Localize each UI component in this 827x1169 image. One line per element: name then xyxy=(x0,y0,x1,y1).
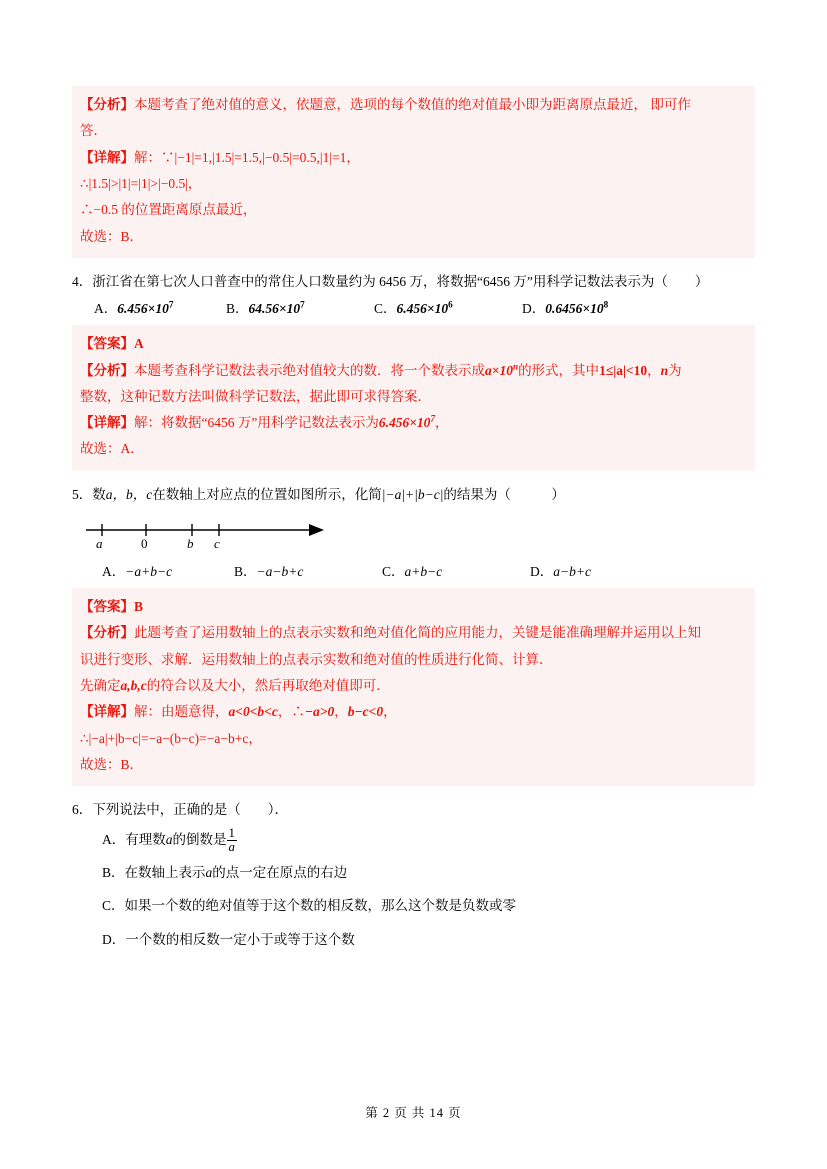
q5-answer-row xyxy=(80,594,747,620)
q4-answer-line: 故选：A． xyxy=(80,441,144,457)
analysis-label: 【分析】 xyxy=(80,625,134,641)
detail-label: 【详解】 xyxy=(80,149,134,165)
question-5-variables: a，b，c xyxy=(105,486,153,502)
option-b-exponent: 7 xyxy=(300,299,305,310)
number-line-label-b: b xyxy=(187,535,194,551)
option-a-fraction xyxy=(227,827,237,855)
q5-detail-line-1 xyxy=(80,699,747,725)
option-c-key: C． xyxy=(102,898,125,914)
analysis-label: 【分析】 xyxy=(80,97,134,112)
detail-text: 解：∵|−1|=1,|1.5|=1.5,|−0.5|=0.5,|1|=1， xyxy=(134,149,360,165)
q3-answer-line: 故选：B． xyxy=(80,228,144,244)
option-d-text: 一个数的相反数一定小于或等于这个数 xyxy=(125,931,355,947)
question-5-expression: |−a|+|b−c| xyxy=(381,486,444,502)
q5-answer-line: 故选：B． xyxy=(80,757,144,772)
option-b-mid: 的点一定在原点的右边 xyxy=(212,865,348,881)
option-d-key: D． xyxy=(102,931,126,947)
option-d-value: a−b+c xyxy=(553,563,591,579)
analysis-line3-pre: 先确定 xyxy=(80,678,121,694)
option-a-value: 6.456×10 xyxy=(117,300,169,316)
question-6-stem xyxy=(72,796,755,823)
question-6-text: 下列说法中，正确的是（ ）． xyxy=(92,802,288,818)
q3-analysis-line-2: 答． xyxy=(80,123,107,139)
analysis-line3-post: 的符合以及大小，然后再取绝对值即可． xyxy=(146,678,390,694)
question-6-option-c[interactable] xyxy=(102,889,755,922)
q4-detail-line-1 xyxy=(80,410,747,436)
question-4-stem xyxy=(72,268,755,295)
detail-expr-2: −a>0 xyxy=(304,704,335,720)
q5-analysis-line-1 xyxy=(80,620,747,646)
question-3-solution-block xyxy=(72,86,755,258)
q5-analysis-line-2: 识进行变形、求解．运用数轴上的点表示实数和绝对值的性质进行化简、计算． xyxy=(80,651,553,667)
detail-label: 【详解】 xyxy=(80,415,134,431)
question-4-option-d[interactable] xyxy=(522,295,662,323)
answer-label: 【答案】 xyxy=(80,336,134,352)
option-b-value: 64.56×10 xyxy=(248,300,301,316)
detail-value: 6.456×10 xyxy=(378,415,431,431)
option-c-value: a+b−c xyxy=(404,563,443,579)
detail-text-mid-2: ， xyxy=(334,704,348,720)
detail-label: 【详解】 xyxy=(80,704,134,720)
page-footer: 第 2 页 共 14 页 xyxy=(365,1106,462,1120)
option-c-value: 6.456×10 xyxy=(396,300,449,316)
option-d-value: 0.6456×10 xyxy=(545,300,604,316)
q3-detail-line-3: ∴−0.5 的位置距离原点最近， xyxy=(80,202,257,218)
number-line-label-0: 0 xyxy=(141,535,148,551)
option-a-key: A． xyxy=(102,832,126,848)
question-4-options xyxy=(72,295,755,323)
option-c-exponent: 6 xyxy=(448,299,453,310)
analysis-text-pre: 本题考查科学记数法表示绝对值较大的数．将一个数表示成 xyxy=(134,362,485,378)
q3-detail-line-1 xyxy=(80,145,747,171)
option-a-var: a xyxy=(165,832,173,848)
number-line-label-a: a xyxy=(96,535,103,551)
option-b-pre: 在数轴上表示 xyxy=(124,865,206,881)
question-4-option-c[interactable] xyxy=(374,295,522,323)
question-5-option-b[interactable] xyxy=(234,558,382,586)
option-d-exponent: 8 xyxy=(603,299,609,310)
detail-text-post: ， xyxy=(435,415,449,431)
detail-expr-1: a<0<b<c xyxy=(228,704,278,720)
question-5-text-mid: 在数轴上对应点的位置如图所示，化简 xyxy=(152,486,382,502)
q4-answer-row xyxy=(80,331,747,357)
option-a-value: −a+b−c xyxy=(125,563,173,579)
analysis-text-post: ， xyxy=(647,362,661,378)
question-5-options xyxy=(72,558,755,586)
q5-analysis-line-3 xyxy=(80,673,747,699)
analysis-condition: 1≤|a|<10 xyxy=(599,362,648,378)
detail-value-exponent: 7 xyxy=(430,413,436,424)
question-4-text: 浙江省在第七次人口普查中的常住人口数量约为 6456 万，将数据“6456 万”用科学记数法表示为（ ） xyxy=(92,273,709,289)
option-b-key: B． xyxy=(102,865,125,881)
analysis-line3-vars: a,b,c xyxy=(120,678,147,694)
fraction-denominator: a xyxy=(228,840,235,855)
analysis-var-n: n xyxy=(660,362,669,378)
answer-label: 【答案】 xyxy=(80,599,134,615)
analysis-formula-exponent: n xyxy=(512,361,519,372)
option-a-exponent: 7 xyxy=(168,299,174,310)
option-b-var: a xyxy=(205,865,213,881)
analysis-text-mid: 的形式，其中 xyxy=(518,362,600,378)
question-5-text-pre: 数 xyxy=(92,486,106,502)
question-6-number: 6． xyxy=(72,802,93,818)
fraction-numerator: 1 xyxy=(228,825,235,840)
option-b-key: B． xyxy=(234,563,257,579)
analysis-text: 此题考查了运用数轴上的点表示实数和绝对值化简的应用能力，关键是能准确理解并运用以上知 xyxy=(134,625,701,641)
question-5-number: 5． xyxy=(72,486,93,502)
q4-analysis-line-1 xyxy=(80,358,747,384)
option-c-key: C． xyxy=(374,300,397,316)
question-6-option-a[interactable] xyxy=(102,823,755,856)
question-5-text-post: 的结果为（ ） xyxy=(443,486,565,502)
question-4-solution-block xyxy=(72,325,755,471)
detail-expr-3: b−c<0 xyxy=(347,704,384,720)
option-c-key: C． xyxy=(382,563,405,579)
answer-value: A xyxy=(134,336,144,352)
detail-text-pre: 解：由题意得， xyxy=(134,704,229,720)
q5-detail-line-2: ∴|−a|+|b−c|=−a−(b−c)=−a−b+c， xyxy=(80,730,262,746)
option-a-mid: 的倒数是 xyxy=(172,832,227,848)
option-d-key: D． xyxy=(522,300,546,316)
question-4-number: 4． xyxy=(72,273,93,289)
answer-value: B xyxy=(134,599,144,615)
q3-detail-line-2: ∴|1.5|>|1|=|1|>|−0.5|， xyxy=(80,175,202,191)
axis-arrow xyxy=(309,524,324,536)
analysis-text: 本题考查了绝对值的意义，依题意，选项的每个数值的绝对值最小即为距离原点最近， 即可作 xyxy=(134,97,691,112)
analysis-text-tail: 为 xyxy=(668,362,682,378)
question-6-options xyxy=(72,823,755,955)
detail-text-mid: ，∴ xyxy=(277,704,305,720)
question-5-option-a[interactable] xyxy=(102,558,234,586)
question-4-option-a[interactable] xyxy=(94,295,226,323)
option-d-key: D． xyxy=(530,563,554,579)
option-a-key: A． xyxy=(94,300,118,316)
question-6-option-d[interactable] xyxy=(102,923,755,956)
q3-analysis-line-1 xyxy=(80,92,747,118)
number-line-diagram xyxy=(72,514,755,556)
question-5-solution-block xyxy=(72,588,755,786)
option-a-key: A． xyxy=(102,563,126,579)
analysis-formula: a×10 xyxy=(485,362,513,378)
analysis-label: 【分析】 xyxy=(80,362,134,378)
question-5-stem xyxy=(72,481,755,508)
question-6-option-b[interactable] xyxy=(102,856,755,889)
detail-text-post: ， xyxy=(383,704,397,720)
option-b-key: B． xyxy=(226,300,249,316)
number-line-label-c: c xyxy=(214,535,220,551)
question-5-option-d[interactable] xyxy=(530,558,670,586)
option-a-pre: 有理数 xyxy=(125,832,166,848)
question-5-option-c[interactable] xyxy=(382,558,530,586)
option-c-text: 如果一个数的绝对值等于这个数的相反数，那么这个数是负数或零 xyxy=(124,898,517,914)
q4-analysis-line-2: 整数，这种记数方法叫做科学记数法，据此即可求得答案． xyxy=(80,388,431,404)
detail-text-pre: 解：将数据“6456 万”用科学记数法表示为 xyxy=(134,415,379,431)
question-4-option-b[interactable] xyxy=(226,295,374,323)
option-b-value: −a−b+c xyxy=(256,563,304,579)
